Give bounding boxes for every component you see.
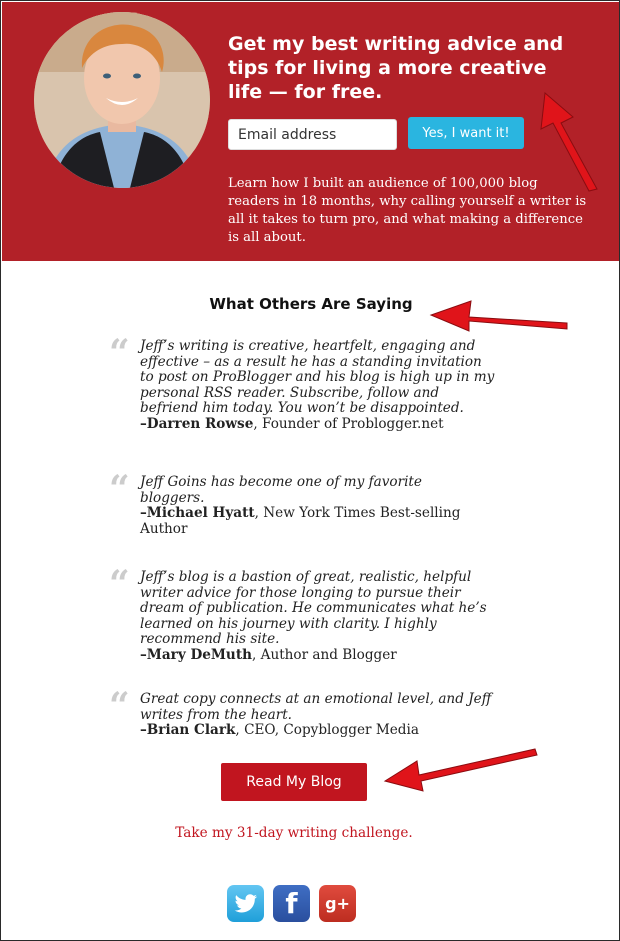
testimonial-attribution: [140, 648, 499, 664]
quote-icon: “: [109, 563, 130, 605]
testimonial-item: [109, 563, 499, 663]
author-photo: [34, 12, 210, 188]
testimonial-item: [109, 685, 499, 739]
twitter-button[interactable]: [227, 885, 264, 922]
hero-description: Learn how I built an audience of 100,000 blog readers in 18 months, why calling yourself a writer is all it takes to turn pro, and what making a difference is all about.: [228, 176, 587, 245]
testimonial-role: , Author and Blogger: [251, 646, 397, 663]
testimonial-item: [109, 468, 499, 537]
facebook-button[interactable]: [273, 885, 310, 922]
quote-icon: “: [109, 332, 130, 374]
facebook-icon: f: [285, 887, 298, 920]
hero-title: Get my best writing advice and tips for living a more creative life — for free.: [228, 33, 564, 103]
testimonial-role: , Founder of Problogger.net: [253, 415, 444, 432]
google-plus-icon: g+: [325, 894, 350, 913]
read-blog-button[interactable]: Read My Blog: [221, 763, 367, 801]
testimonial-author: –Michael Hyatt: [140, 505, 255, 521]
testimonial-quote: Jeff’s writing is creative, heartfelt, engaging and effective – as a result he has a standing invitation to post on ProBlogger and his blog is high up in my personal RSS reader. Subscribe, follow and befriend him today. You won’t be disappointed.: [140, 338, 495, 416]
twitter-icon: [234, 894, 258, 914]
testimonial-author: –Darren Rowse: [140, 415, 254, 432]
testimonial-attribution: [140, 417, 499, 433]
testimonial-role: , CEO, Copyblogger Media: [235, 722, 419, 738]
writing-challenge-link[interactable]: Take my 31-day writing challenge.: [175, 825, 413, 841]
testimonials-heading: What Others Are Saying: [209, 295, 413, 313]
testimonial-author: –Brian Clark: [140, 722, 236, 738]
testimonial-role: , New York Times Best-selling Author: [140, 505, 461, 537]
testimonial-author: –Mary DeMuth: [140, 646, 252, 663]
email-input[interactable]: [228, 119, 397, 150]
quote-icon: “: [109, 468, 130, 510]
testimonial-quote: Great copy connects at an emotional level, and Jeff writes from the heart.: [140, 691, 492, 723]
arrow-annotation: [385, 749, 537, 791]
testimonial-quote: Jeff’s blog is a bastion of great, realistic, helpful writer advice for those longing to pursue their dream of publication. He communicates what he’s learned on his journey with clarity. I highly recommend his site.: [140, 569, 487, 647]
hero-banner: [2, 2, 620, 261]
quote-icon: “: [109, 685, 130, 727]
testimonial-quote: Jeff Goins has become one of my favorite bloggers.: [140, 474, 422, 506]
testimonial-attribution: [140, 723, 499, 739]
subscribe-button[interactable]: Yes, I want it!: [408, 117, 524, 149]
google-plus-button[interactable]: [319, 885, 356, 922]
testimonial-attribution: [140, 506, 495, 537]
testimonial-item: [109, 332, 499, 432]
